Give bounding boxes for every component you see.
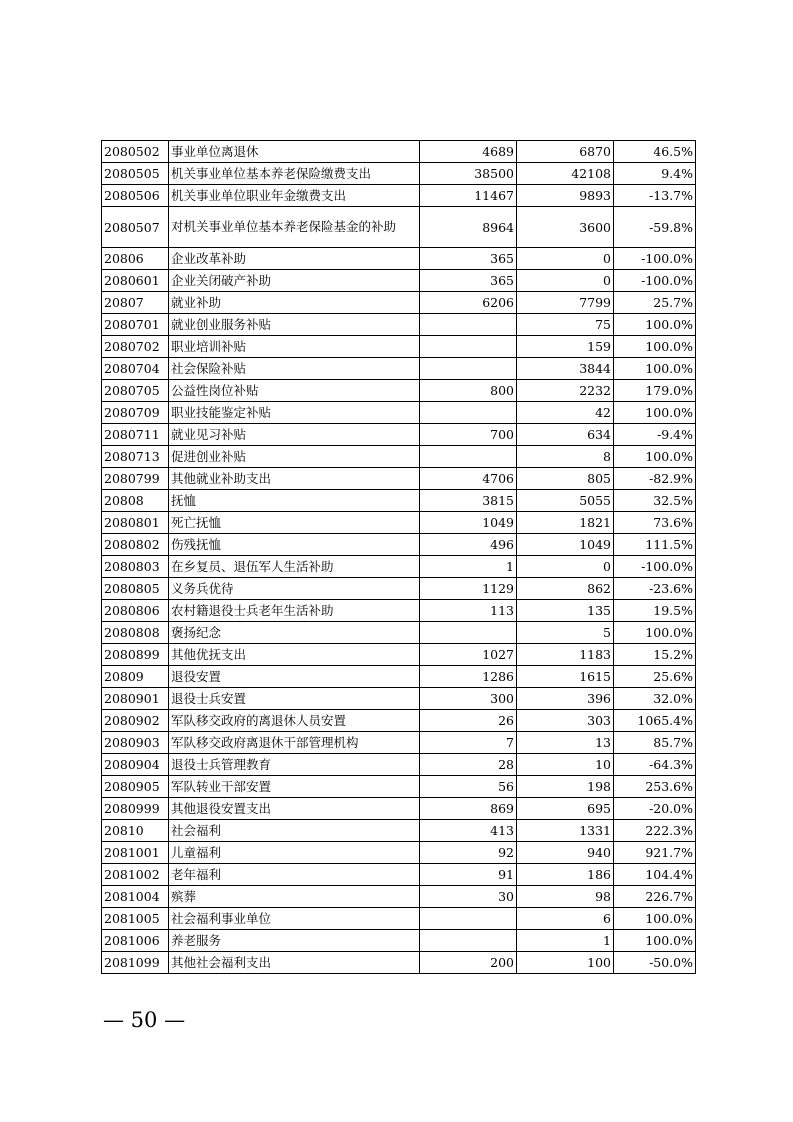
value-current-cell: 0 — [517, 556, 614, 578]
name-cell: 企业改革补助 — [169, 248, 420, 270]
value-current-cell: 303 — [517, 710, 614, 732]
value-previous-cell: 30 — [420, 886, 517, 908]
change-percent-cell: 179.0% — [614, 380, 696, 402]
name-cell: 老年福利 — [169, 864, 420, 886]
change-percent-cell: 19.5% — [614, 600, 696, 622]
table-row — [102, 754, 696, 776]
page-number: — 50 — — [103, 1008, 186, 1032]
table-row — [102, 820, 696, 842]
value-previous-cell: 38500 — [420, 163, 517, 185]
change-percent-cell: 921.7% — [614, 842, 696, 864]
table-row — [102, 644, 696, 666]
name-cell: 退役士兵安置 — [169, 688, 420, 710]
table-row — [102, 512, 696, 534]
value-current-cell: 1049 — [517, 534, 614, 556]
table-row — [102, 446, 696, 468]
name-cell: 其他退役安置支出 — [169, 798, 420, 820]
name-cell: 就业补助 — [169, 292, 420, 314]
code-cell: 2080799 — [102, 468, 169, 490]
name-cell: 军队转业干部安置 — [169, 776, 420, 798]
code-cell: 2080601 — [102, 270, 169, 292]
table-row — [102, 292, 696, 314]
value-previous-cell: 7 — [420, 732, 517, 754]
code-cell: 2080901 — [102, 688, 169, 710]
value-current-cell: 1615 — [517, 666, 614, 688]
code-cell: 2080507 — [102, 207, 169, 248]
table-row — [102, 776, 696, 798]
value-current-cell: 7799 — [517, 292, 614, 314]
change-percent-cell: -100.0% — [614, 556, 696, 578]
code-cell: 2080905 — [102, 776, 169, 798]
code-cell: 2081099 — [102, 952, 169, 974]
code-cell: 2080705 — [102, 380, 169, 402]
table-row — [102, 468, 696, 490]
value-current-cell: 1821 — [517, 512, 614, 534]
value-previous-cell — [420, 930, 517, 952]
value-previous-cell — [420, 446, 517, 468]
value-current-cell: 100 — [517, 952, 614, 974]
code-cell: 2081005 — [102, 908, 169, 930]
value-current-cell: 6870 — [517, 141, 614, 163]
value-previous-cell — [420, 336, 517, 358]
code-cell: 2080801 — [102, 512, 169, 534]
name-cell: 养老服务 — [169, 930, 420, 952]
value-current-cell: 159 — [517, 336, 614, 358]
table-row — [102, 556, 696, 578]
value-current-cell: 42 — [517, 402, 614, 424]
table-row — [102, 930, 696, 952]
value-previous-cell: 800 — [420, 380, 517, 402]
value-previous-cell: 8964 — [420, 207, 517, 248]
change-percent-cell: 25.7% — [614, 292, 696, 314]
value-current-cell: 1183 — [517, 644, 614, 666]
value-previous-cell: 200 — [420, 952, 517, 974]
table-row — [102, 185, 696, 207]
code-cell: 2080903 — [102, 732, 169, 754]
value-previous-cell: 28 — [420, 754, 517, 776]
change-percent-cell: -9.4% — [614, 424, 696, 446]
value-previous-cell: 11467 — [420, 185, 517, 207]
name-cell: 义务兵优待 — [169, 578, 420, 600]
change-percent-cell: 25.6% — [614, 666, 696, 688]
value-current-cell: 75 — [517, 314, 614, 336]
name-cell: 抚恤 — [169, 490, 420, 512]
change-percent-cell: 111.5% — [614, 534, 696, 556]
value-current-cell: 42108 — [517, 163, 614, 185]
name-cell: 就业见习补贴 — [169, 424, 420, 446]
change-percent-cell: 100.0% — [614, 358, 696, 380]
value-current-cell: 186 — [517, 864, 614, 886]
value-current-cell: 0 — [517, 270, 614, 292]
code-cell: 2080711 — [102, 424, 169, 446]
change-percent-cell: 104.4% — [614, 864, 696, 886]
change-percent-cell: 32.0% — [614, 688, 696, 710]
name-cell: 其他社会福利支出 — [169, 952, 420, 974]
value-previous-cell: 6206 — [420, 292, 517, 314]
value-previous-cell: 365 — [420, 248, 517, 270]
value-previous-cell: 1 — [420, 556, 517, 578]
code-cell: 2080902 — [102, 710, 169, 732]
table-row — [102, 314, 696, 336]
value-current-cell: 10 — [517, 754, 614, 776]
value-current-cell: 198 — [517, 776, 614, 798]
value-current-cell: 805 — [517, 468, 614, 490]
code-cell: 2081004 — [102, 886, 169, 908]
table-row — [102, 141, 696, 163]
value-current-cell: 6 — [517, 908, 614, 930]
change-percent-cell: 100.0% — [614, 402, 696, 424]
name-cell: 褒扬纪念 — [169, 622, 420, 644]
code-cell: 2080702 — [102, 336, 169, 358]
budget-table — [101, 140, 696, 974]
change-percent-cell: -20.0% — [614, 798, 696, 820]
code-cell: 20806 — [102, 248, 169, 270]
name-cell: 职业技能鉴定补贴 — [169, 402, 420, 424]
value-previous-cell — [420, 622, 517, 644]
code-cell: 20808 — [102, 490, 169, 512]
table-row — [102, 666, 696, 688]
name-cell: 农村籍退役士兵老年生活补助 — [169, 600, 420, 622]
name-cell: 企业关闭破产补助 — [169, 270, 420, 292]
table-row — [102, 798, 696, 820]
value-previous-cell: 413 — [420, 820, 517, 842]
name-cell: 就业创业服务补贴 — [169, 314, 420, 336]
name-cell: 殡葬 — [169, 886, 420, 908]
value-previous-cell: 1129 — [420, 578, 517, 600]
value-previous-cell: 3815 — [420, 490, 517, 512]
value-current-cell: 5055 — [517, 490, 614, 512]
change-percent-cell: -50.0% — [614, 952, 696, 974]
value-previous-cell: 91 — [420, 864, 517, 886]
value-previous-cell — [420, 314, 517, 336]
code-cell: 2080704 — [102, 358, 169, 380]
name-cell: 其他优抚支出 — [169, 644, 420, 666]
name-cell: 儿童福利 — [169, 842, 420, 864]
value-current-cell: 13 — [517, 732, 614, 754]
change-percent-cell: 15.2% — [614, 644, 696, 666]
value-previous-cell: 1286 — [420, 666, 517, 688]
code-cell: 2080713 — [102, 446, 169, 468]
name-cell: 社会福利事业单位 — [169, 908, 420, 930]
table-row — [102, 732, 696, 754]
code-cell: 2081001 — [102, 842, 169, 864]
code-cell: 2080899 — [102, 644, 169, 666]
table-row — [102, 886, 696, 908]
code-cell: 2080806 — [102, 600, 169, 622]
change-percent-cell: -100.0% — [614, 270, 696, 292]
name-cell: 社会福利 — [169, 820, 420, 842]
name-cell: 军队移交政府的离退休人员安置 — [169, 710, 420, 732]
table-row — [102, 534, 696, 556]
code-cell: 2080701 — [102, 314, 169, 336]
value-previous-cell: 4689 — [420, 141, 517, 163]
value-current-cell: 634 — [517, 424, 614, 446]
code-cell: 2080502 — [102, 141, 169, 163]
table-row — [102, 908, 696, 930]
code-cell: 20807 — [102, 292, 169, 314]
value-current-cell: 135 — [517, 600, 614, 622]
name-cell: 事业单位离退休 — [169, 141, 420, 163]
code-cell: 2080709 — [102, 402, 169, 424]
value-current-cell: 1 — [517, 930, 614, 952]
value-previous-cell — [420, 908, 517, 930]
change-percent-cell: 100.0% — [614, 314, 696, 336]
change-percent-cell: 85.7% — [614, 732, 696, 754]
code-cell: 2081002 — [102, 864, 169, 886]
table-row — [102, 270, 696, 292]
value-current-cell: 396 — [517, 688, 614, 710]
value-previous-cell: 56 — [420, 776, 517, 798]
table-row — [102, 424, 696, 446]
value-previous-cell: 92 — [420, 842, 517, 864]
value-previous-cell: 700 — [420, 424, 517, 446]
value-previous-cell: 300 — [420, 688, 517, 710]
table-row — [102, 207, 696, 248]
change-percent-cell: 100.0% — [614, 446, 696, 468]
value-current-cell: 9893 — [517, 185, 614, 207]
change-percent-cell: 100.0% — [614, 622, 696, 644]
change-percent-cell: -59.8% — [614, 207, 696, 248]
value-current-cell: 1331 — [517, 820, 614, 842]
table-row — [102, 578, 696, 600]
value-current-cell: 695 — [517, 798, 614, 820]
name-cell: 对机关事业单位基本养老保险基金的补助 — [169, 207, 420, 248]
change-percent-cell: 226.7% — [614, 886, 696, 908]
value-previous-cell: 496 — [420, 534, 517, 556]
change-percent-cell: 9.4% — [614, 163, 696, 185]
value-current-cell: 0 — [517, 248, 614, 270]
value-current-cell: 862 — [517, 578, 614, 600]
value-previous-cell: 1027 — [420, 644, 517, 666]
table-row — [102, 600, 696, 622]
name-cell: 退役士兵管理教育 — [169, 754, 420, 776]
name-cell: 社会保险补贴 — [169, 358, 420, 380]
change-percent-cell: 100.0% — [614, 930, 696, 952]
value-current-cell: 5 — [517, 622, 614, 644]
name-cell: 公益性岗位补贴 — [169, 380, 420, 402]
value-current-cell: 3600 — [517, 207, 614, 248]
change-percent-cell: 253.6% — [614, 776, 696, 798]
code-cell: 20810 — [102, 820, 169, 842]
change-percent-cell: 73.6% — [614, 512, 696, 534]
name-cell: 军队移交政府离退休干部管理机构 — [169, 732, 420, 754]
name-cell: 机关事业单位职业年金缴费支出 — [169, 185, 420, 207]
name-cell: 在乡复员、退伍军人生活补助 — [169, 556, 420, 578]
value-previous-cell — [420, 358, 517, 380]
table-row — [102, 710, 696, 732]
table-row — [102, 248, 696, 270]
code-cell: 2080505 — [102, 163, 169, 185]
value-previous-cell: 26 — [420, 710, 517, 732]
change-percent-cell: 32.5% — [614, 490, 696, 512]
name-cell: 职业培训补贴 — [169, 336, 420, 358]
code-cell: 2080999 — [102, 798, 169, 820]
name-cell: 机关事业单位基本养老保险缴费支出 — [169, 163, 420, 185]
name-cell: 伤残抚恤 — [169, 534, 420, 556]
table-row — [102, 358, 696, 380]
value-current-cell: 3844 — [517, 358, 614, 380]
code-cell: 2081006 — [102, 930, 169, 952]
code-cell: 2080506 — [102, 185, 169, 207]
change-percent-cell: -13.7% — [614, 185, 696, 207]
value-current-cell: 2232 — [517, 380, 614, 402]
table-row — [102, 490, 696, 512]
name-cell: 退役安置 — [169, 666, 420, 688]
table-row — [102, 402, 696, 424]
change-percent-cell: -64.3% — [614, 754, 696, 776]
value-current-cell: 940 — [517, 842, 614, 864]
table-row — [102, 864, 696, 886]
table-body — [102, 141, 696, 974]
value-previous-cell: 365 — [420, 270, 517, 292]
change-percent-cell: -23.6% — [614, 578, 696, 600]
value-previous-cell: 869 — [420, 798, 517, 820]
table-row — [102, 163, 696, 185]
name-cell: 其他就业补助支出 — [169, 468, 420, 490]
change-percent-cell: 46.5% — [614, 141, 696, 163]
code-cell: 2080808 — [102, 622, 169, 644]
change-percent-cell: -100.0% — [614, 248, 696, 270]
value-previous-cell: 1049 — [420, 512, 517, 534]
change-percent-cell: 1065.4% — [614, 710, 696, 732]
code-cell: 2080805 — [102, 578, 169, 600]
code-cell: 2080802 — [102, 534, 169, 556]
value-current-cell: 98 — [517, 886, 614, 908]
change-percent-cell: -82.9% — [614, 468, 696, 490]
code-cell: 2080803 — [102, 556, 169, 578]
table-row — [102, 336, 696, 358]
table-row — [102, 952, 696, 974]
change-percent-cell: 100.0% — [614, 336, 696, 358]
value-previous-cell: 113 — [420, 600, 517, 622]
name-cell: 促进创业补贴 — [169, 446, 420, 468]
table-row — [102, 622, 696, 644]
code-cell: 2080904 — [102, 754, 169, 776]
value-current-cell: 8 — [517, 446, 614, 468]
name-cell: 死亡抚恤 — [169, 512, 420, 534]
change-percent-cell: 222.3% — [614, 820, 696, 842]
table-row — [102, 842, 696, 864]
code-cell: 20809 — [102, 666, 169, 688]
value-previous-cell — [420, 402, 517, 424]
table-row — [102, 380, 696, 402]
change-percent-cell: 100.0% — [614, 908, 696, 930]
value-previous-cell: 4706 — [420, 468, 517, 490]
table-row — [102, 688, 696, 710]
